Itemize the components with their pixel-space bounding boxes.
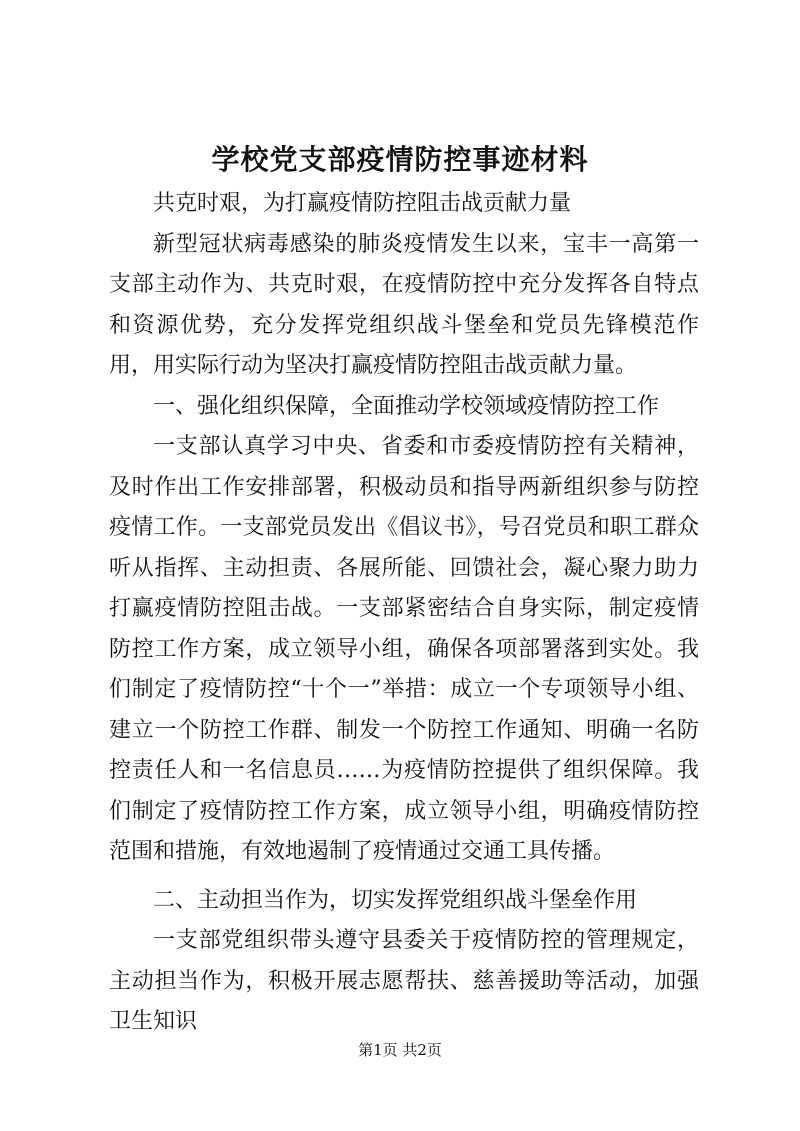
section-heading-1: 一、强化组织保障，全面推动学校领域疫情防控工作 [153, 393, 660, 419]
document-title: 学校党支部疫情防控事迹材料 [211, 143, 589, 176]
document-body [109, 184, 699, 1043]
page-footer: 第1页 共2页 [358, 1041, 442, 1059]
subtitle-paragraph: 共克时艰，为打赢疫情防控阻击战贡献力量 [153, 191, 572, 216]
intro-paragraph: 新型冠状病毒感染的肺炎疫情发生以来，宝丰一高第一支部主动作为、共克时艰，在疫情防控中充分发挥各自特点和资源优势，充分发挥党组织战斗堡垒和党员先锋模范作用，用实际行动为坚决打赢疫情防控阻击战贡献力量。 [109, 231, 699, 378]
section-heading-2: 二、主动担当作为，切实发挥党组织战斗堡垒作用 [153, 887, 638, 913]
section-1-paragraph: 一支部认真学习中央、省委和市委疫情防控有关精神，及时作出工作安排部署，积极动员和指导两新组织参与防控疫情工作。一支部党员发出《倡议书》，号召党员和职工群众听从指挥、主动担责、各展所能、回馈社会，凝心聚力助力打赢疫情防控阻击战。一支部紧密结合自身实际，制定疫情防控工作方案，成立领导小组，确保各项部署落到实处。我们制定了疫情防控“十个一”举措：成立一个专项领导小组、建立一个防控工作群、制发一个防控工作通知、明确一名防控责任人和一名信息员……为疫情防控提供了组织保障。我们制定了疫情防控工作方案，成立领导小组，明确疫情防控范围和措施，有效地遏制了疫情通过交通工具传播。 [109, 434, 699, 864]
section-2-paragraph: 一支部党组织带头遵守县委关于疫情防控的管理规定，主动担当作为，积极开展志愿帮扶、慈善援助等活动，加强卫生知识 [109, 928, 699, 1034]
